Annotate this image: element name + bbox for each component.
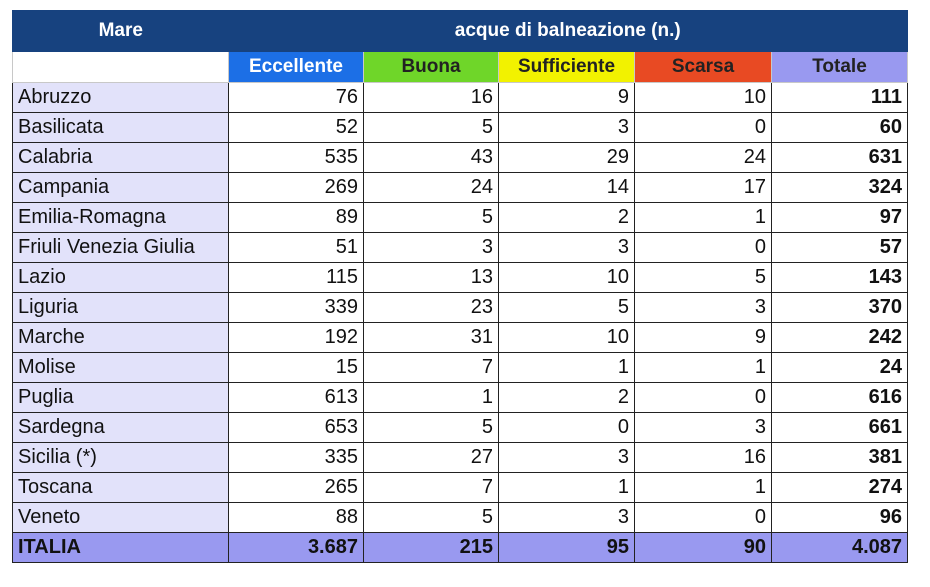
table-row xyxy=(13,143,908,173)
scarsa-cell: 1 xyxy=(635,353,772,383)
eccellente-cell: 88 xyxy=(229,503,364,533)
buona-cell: 27 xyxy=(364,443,499,473)
region-name-cell: Toscana xyxy=(13,473,229,503)
totale-cell: 274 xyxy=(772,473,908,503)
region-name-cell: Sicilia (*) xyxy=(13,443,229,473)
table-row xyxy=(13,233,908,263)
sufficiente-cell: 2 xyxy=(499,203,635,233)
scarsa-cell: 17 xyxy=(635,173,772,203)
column-header-scarsa: Scarsa xyxy=(635,52,772,83)
totale-cell: 370 xyxy=(772,293,908,323)
total-buona: 215 xyxy=(364,533,499,563)
scarsa-cell: 0 xyxy=(635,503,772,533)
table-row xyxy=(13,413,908,443)
sufficiente-cell: 14 xyxy=(499,173,635,203)
totale-cell: 242 xyxy=(772,323,908,353)
sufficiente-cell: 3 xyxy=(499,233,635,263)
total-eccellente: 3.687 xyxy=(229,533,364,563)
eccellente-cell: 115 xyxy=(229,263,364,293)
bathing-water-table xyxy=(12,10,908,563)
buona-cell: 31 xyxy=(364,323,499,353)
totale-cell: 324 xyxy=(772,173,908,203)
scarsa-cell: 1 xyxy=(635,473,772,503)
buona-cell: 43 xyxy=(364,143,499,173)
column-header-buona: Buona xyxy=(364,52,499,83)
totale-cell: 111 xyxy=(772,83,908,113)
scarsa-cell: 24 xyxy=(635,143,772,173)
table-row xyxy=(13,443,908,473)
eccellente-cell: 269 xyxy=(229,173,364,203)
region-name-cell: Calabria xyxy=(13,143,229,173)
sufficiente-cell: 3 xyxy=(499,113,635,143)
buona-cell: 5 xyxy=(364,413,499,443)
total-totale: 4.087 xyxy=(772,533,908,563)
sufficiente-cell: 1 xyxy=(499,353,635,383)
scarsa-cell: 10 xyxy=(635,83,772,113)
column-header-totale: Totale xyxy=(772,52,908,83)
sufficiente-cell: 5 xyxy=(499,293,635,323)
eccellente-cell: 15 xyxy=(229,353,364,383)
region-name-cell: Marche xyxy=(13,323,229,353)
region-name-cell: Friuli Venezia Giulia xyxy=(13,233,229,263)
total-row xyxy=(13,533,908,563)
mare-header: Mare xyxy=(13,11,229,52)
totale-cell: 661 xyxy=(772,413,908,443)
eccellente-cell: 265 xyxy=(229,473,364,503)
sufficiente-cell: 1 xyxy=(499,473,635,503)
buona-cell: 5 xyxy=(364,203,499,233)
table-row xyxy=(13,293,908,323)
table-row xyxy=(13,323,908,353)
totale-cell: 57 xyxy=(772,233,908,263)
sufficiente-cell: 3 xyxy=(499,503,635,533)
table-row xyxy=(13,113,908,143)
buona-cell: 16 xyxy=(364,83,499,113)
eccellente-cell: 192 xyxy=(229,323,364,353)
region-name-cell: Liguria xyxy=(13,293,229,323)
totale-cell: 631 xyxy=(772,143,908,173)
total-scarsa: 90 xyxy=(635,533,772,563)
total-sufficiente: 95 xyxy=(499,533,635,563)
column-header-row xyxy=(13,52,908,83)
scarsa-cell: 0 xyxy=(635,233,772,263)
table-row xyxy=(13,263,908,293)
sufficiente-cell: 3 xyxy=(499,443,635,473)
eccellente-cell: 89 xyxy=(229,203,364,233)
region-name-cell: Veneto xyxy=(13,503,229,533)
scarsa-cell: 16 xyxy=(635,443,772,473)
region-name-cell: Lazio xyxy=(13,263,229,293)
scarsa-cell: 3 xyxy=(635,413,772,443)
table-row xyxy=(13,503,908,533)
column-header-eccellente: Eccellente xyxy=(229,52,364,83)
buona-cell: 24 xyxy=(364,173,499,203)
eccellente-cell: 339 xyxy=(229,293,364,323)
sufficiente-cell: 2 xyxy=(499,383,635,413)
scarsa-cell: 0 xyxy=(635,113,772,143)
buona-cell: 3 xyxy=(364,233,499,263)
total-label: ITALIA xyxy=(13,533,229,563)
table-row xyxy=(13,383,908,413)
scarsa-cell: 9 xyxy=(635,323,772,353)
buona-cell: 7 xyxy=(364,473,499,503)
buona-cell: 1 xyxy=(364,383,499,413)
table-header-row xyxy=(13,11,908,52)
sufficiente-cell: 10 xyxy=(499,323,635,353)
buona-cell: 13 xyxy=(364,263,499,293)
region-name-cell: Basilicata xyxy=(13,113,229,143)
buona-cell: 7 xyxy=(364,353,499,383)
region-name-cell: Campania xyxy=(13,173,229,203)
table-row xyxy=(13,353,908,383)
table-body xyxy=(13,83,908,563)
sufficiente-cell: 0 xyxy=(499,413,635,443)
totale-cell: 24 xyxy=(772,353,908,383)
region-name-cell: Puglia xyxy=(13,383,229,413)
scarsa-cell: 5 xyxy=(635,263,772,293)
table-row xyxy=(13,473,908,503)
totale-cell: 381 xyxy=(772,443,908,473)
table-row xyxy=(13,173,908,203)
table-title: acque di balneazione (n.) xyxy=(229,11,908,52)
sufficiente-cell: 9 xyxy=(499,83,635,113)
sufficiente-cell: 29 xyxy=(499,143,635,173)
eccellente-cell: 335 xyxy=(229,443,364,473)
totale-cell: 143 xyxy=(772,263,908,293)
scarsa-cell: 3 xyxy=(635,293,772,323)
eccellente-cell: 613 xyxy=(229,383,364,413)
buona-cell: 23 xyxy=(364,293,499,323)
buona-cell: 5 xyxy=(364,503,499,533)
totale-cell: 97 xyxy=(772,203,908,233)
blank-header-cell xyxy=(13,52,229,83)
table-row xyxy=(13,83,908,113)
totale-cell: 96 xyxy=(772,503,908,533)
totale-cell: 616 xyxy=(772,383,908,413)
buona-cell: 5 xyxy=(364,113,499,143)
table-row xyxy=(13,203,908,233)
region-name-cell: Emilia-Romagna xyxy=(13,203,229,233)
region-name-cell: Molise xyxy=(13,353,229,383)
totale-cell: 60 xyxy=(772,113,908,143)
eccellente-cell: 535 xyxy=(229,143,364,173)
scarsa-cell: 1 xyxy=(635,203,772,233)
column-header-sufficiente: Sufficiente xyxy=(499,52,635,83)
region-name-cell: Sardegna xyxy=(13,413,229,443)
region-name-cell: Abruzzo xyxy=(13,83,229,113)
eccellente-cell: 51 xyxy=(229,233,364,263)
sufficiente-cell: 10 xyxy=(499,263,635,293)
eccellente-cell: 52 xyxy=(229,113,364,143)
scarsa-cell: 0 xyxy=(635,383,772,413)
eccellente-cell: 653 xyxy=(229,413,364,443)
eccellente-cell: 76 xyxy=(229,83,364,113)
